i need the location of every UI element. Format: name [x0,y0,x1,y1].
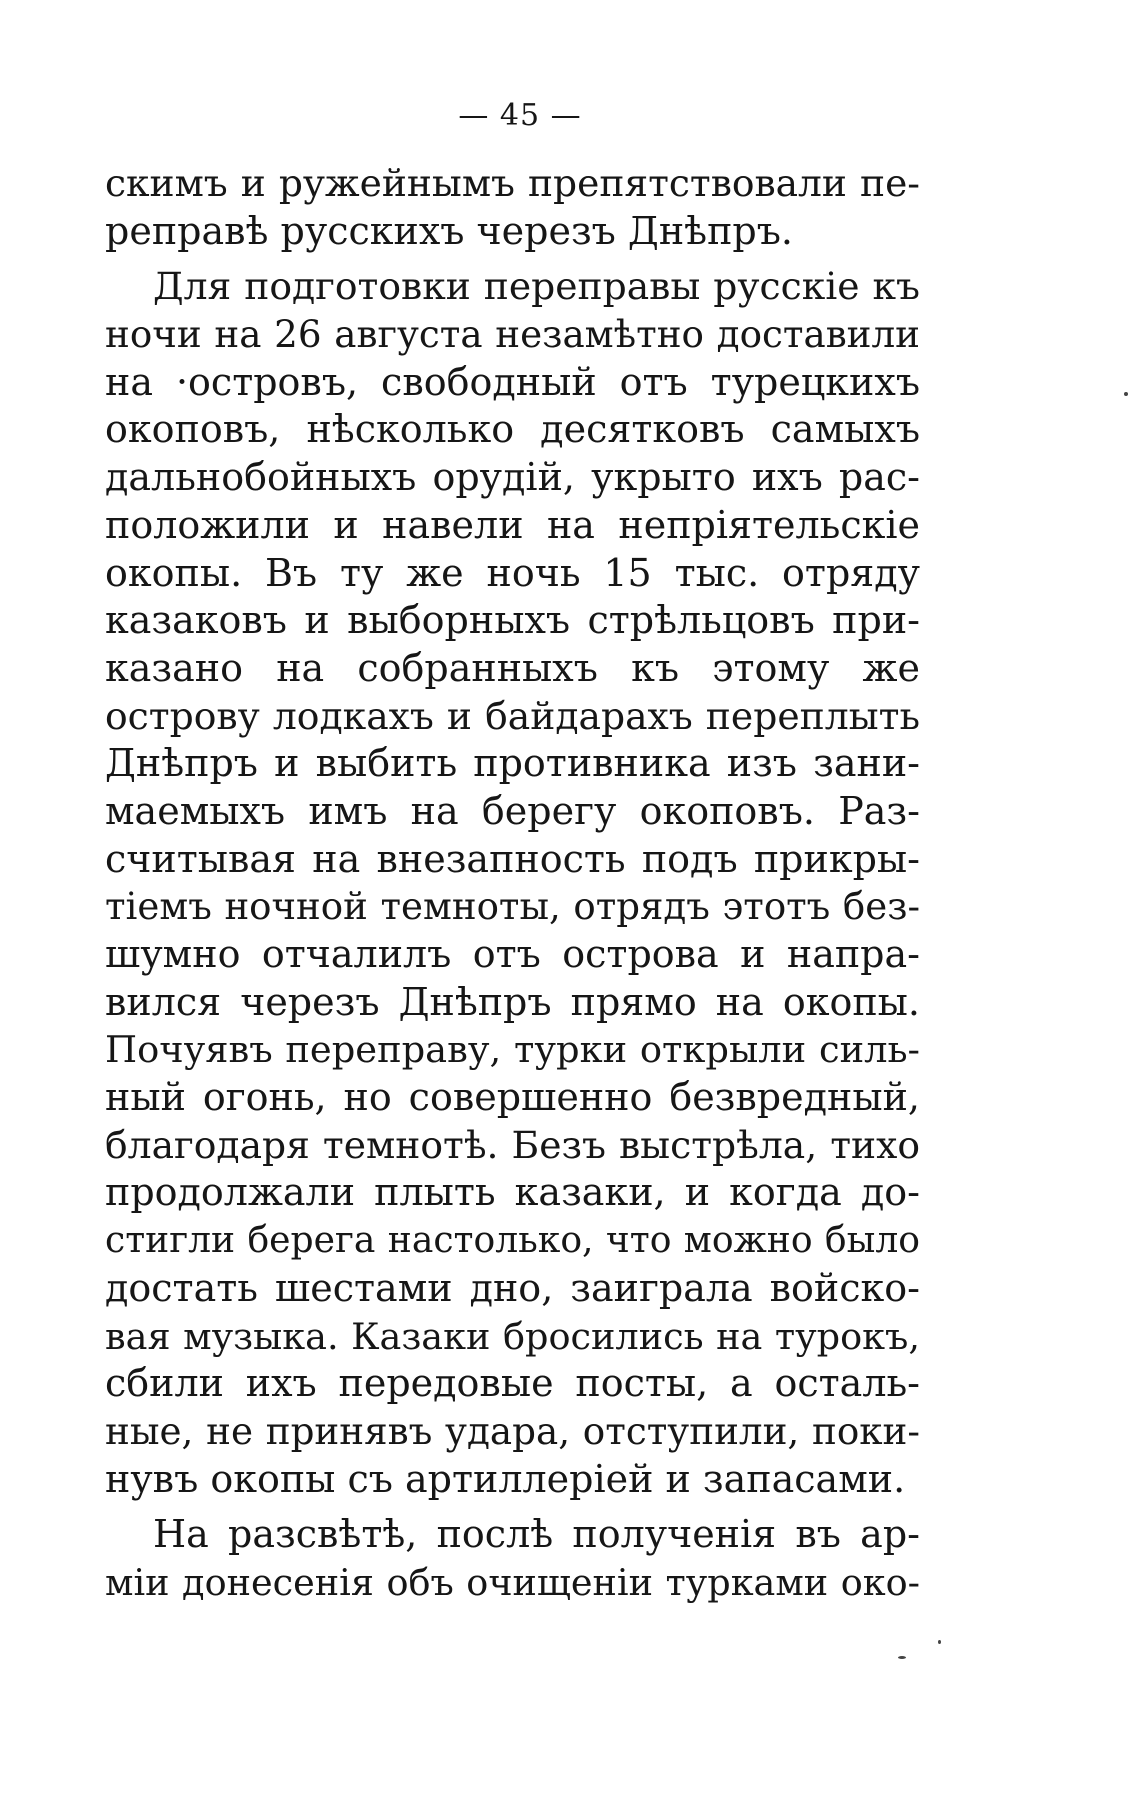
text-line: стигли берега настолько, что можно было [105,1219,920,1262]
text-line: нувъ окопы съ артиллерiей и запасами. [105,1456,906,1501]
text-line: тiемъ ночной темноты, отрядъ этотъ без- [105,885,920,929]
text-line: острову лодкахъ и байдарахъ переплыть [105,693,920,738]
text-line: реправѣ русскихъ черезъ Днѣпръ. [105,208,793,253]
text-line: Днѣпръ и выбить противника изъ зани- [105,741,920,786]
paper-speck [938,1640,941,1644]
paper-speck [1124,392,1128,396]
text-line: На разсвѣтѣ, послѣ полученiя въ ар- [153,1512,920,1557]
paper-speck [898,1656,906,1659]
text-line: дальнобойныхъ орудiй, укрыто ихъ рас- [105,455,920,500]
text-line: казано на собранныхъ къ этому же [105,645,920,690]
text-line: окоповъ, нѣсколько десятковъ самыхъ [105,407,920,452]
text-line: считывая на внезапность подъ прикры- [105,836,920,881]
text-line: благодаря темнотѣ. Безъ выстрѣла, тихо [105,1122,920,1167]
text-line: мiи донесенiя объ очищенiи турками око- [105,1560,920,1604]
page-text [105,160,920,1607]
text-line: достать шестами дно, заиграла войско- [105,1265,920,1310]
text-line: маемыхъ имъ на берегу окоповъ. Раз- [105,788,920,833]
text-line: ные, не принявъ удара, отступили, поки- [105,1408,920,1453]
page-number: — 45 — [458,98,582,133]
text-line: на ·островъ, свободный отъ турецкихъ [105,359,920,404]
text-line: вая музыка. Казаки бросились на турокъ, [105,1314,920,1358]
text-line: вился черезъ Днѣпръ прямо на окопы. [105,979,920,1024]
text-line: казаковъ и выборныхъ стрѣльцовъ при- [105,598,920,643]
text-line: продолжали плыть казаки, и когда до- [105,1170,920,1215]
text-line: сбили ихъ передовые посты, а осталь- [105,1361,920,1406]
text-line: окопы. Въ ту же ночь 15 тыс. отряду [105,550,920,595]
text-line: Почуявъ переправу, турки открыли силь- [105,1028,920,1072]
text-line: скимъ и ружейнымъ препятствовали пе- [105,161,920,205]
text-line: шумно отчалилъ отъ острова и напра- [105,932,920,976]
text-line: Для подготовки переправы русскiе къ [153,264,920,309]
text-line: положили и навели на непрiятельскiе [105,502,920,547]
text-line: ный огонь, но совершенно безвредный, [105,1075,920,1120]
text-line: ночи на 26 августа незамѣтно доставили [105,312,920,357]
